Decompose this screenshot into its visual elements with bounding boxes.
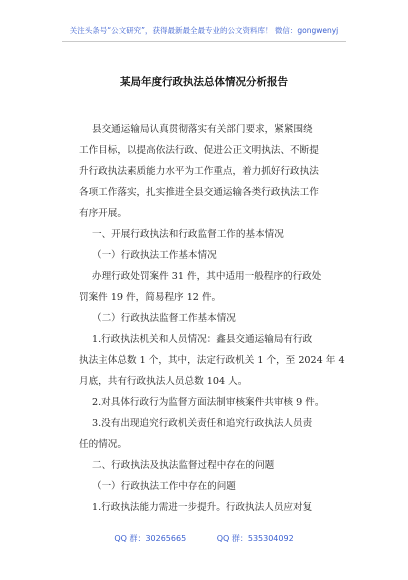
subsection-heading: （二）行政执法监督工作基本情况 <box>92 313 236 324</box>
body-line: 1.行政执法能力需进一步提升。行政执法人员应对复 <box>92 502 313 513</box>
body-line: 1.行政执法机关和人员情况：鑫县交通运输局有行政 <box>92 334 313 345</box>
header-divider <box>62 41 346 42</box>
body-line: 执法主体总数 1 个，其中，法定行政机关 1 个，至 2024 年 4 <box>79 355 345 366</box>
body-line: 罚案件 19 件，简易程序 12 件。 <box>79 292 222 303</box>
body-line: 有序开展。 <box>79 208 127 219</box>
body-line: 县交通运输局认真贯彻落实有关部门要求，紧紧围绕 <box>92 124 313 135</box>
body-line: 各项工作落实，扎实推进全县交通运输各类行政执法工作 <box>79 187 319 198</box>
footer-qq-group-1: QQ 群：30265665 <box>114 534 187 543</box>
body-line: 升行政执法素质能力水平为工作重点，着力抓好行政执法 <box>79 166 319 177</box>
body-line: 办理行政处罚案件 31 件，其中适用一般程序的行政处 <box>92 271 322 282</box>
header-banner: 关注头条号“公文研究”，获得最新最全最专业的公文资料库！ 微信：gongwenyj <box>69 26 339 35</box>
subsection-heading: （一）行政执法工作中存在的问题 <box>92 481 236 492</box>
body-line: 工作目标，以提高依法行政、促进公正文明执法、不断提 <box>79 145 319 156</box>
body-line: 2.对具体行政行为监督方面法制审核案件共审核 9 件。 <box>92 397 325 408</box>
section-heading: 一、开展行政执法和行政监督工作的基本情况 <box>92 229 284 240</box>
document-title: 某局年度行政执法总体情况分析报告 <box>120 76 288 88</box>
subsection-heading: （一）行政执法工作基本情况 <box>92 250 217 261</box>
body-line: 月底，共有行政执法人员总数 104 人。 <box>79 376 248 387</box>
body-line: 任的情况。 <box>79 439 127 450</box>
footer-qq-group-2: QQ 群：535304092 <box>216 534 294 543</box>
section-heading: 二、行政执法及执法监督过程中存在的问题 <box>92 460 275 471</box>
footer-contact <box>0 533 408 544</box>
body-line: 3.没有出现追究行政机关责任和追究行政执法人员责 <box>92 418 313 429</box>
